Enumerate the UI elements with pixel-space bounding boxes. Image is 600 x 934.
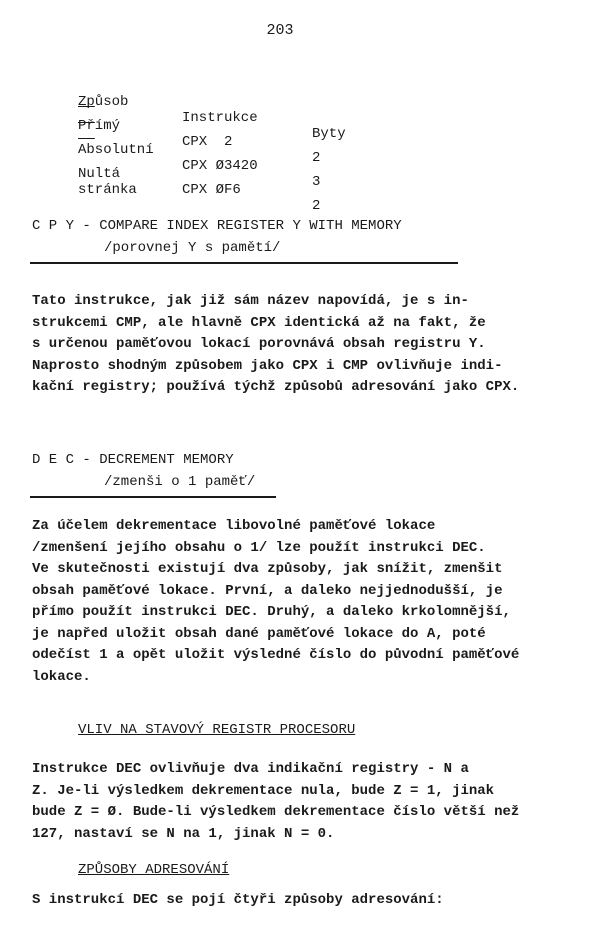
zpusoby-heading: ZPŮSOBY ADRESOVÁNÍ (78, 862, 230, 878)
col-header-instruction: Instrukce (182, 110, 258, 126)
table-cell: Přímý (78, 118, 121, 134)
dec-subtitle: /zmenši o 1 paměť/ (104, 474, 256, 490)
table-cell: CPX 2 (182, 134, 233, 150)
vliv-body: Instrukce DEC ovlivňuje dva indikační registry - N a Z. Je-li výsledkem dekrementace nula, bude Z = 1, jinak bude Z = Ø. Bude-li výsledkem dekrementace číslo větší než 127, nastaví se N na 1, jinak N = 0. (32, 761, 520, 842)
col-header-bytes: Byty (312, 126, 346, 142)
dec-divider (30, 496, 276, 498)
cpy-title: C P Y - COMPARE INDEX REGISTER Y WITH MEMORY (32, 218, 402, 234)
table-cell: Absolutní (78, 142, 154, 158)
zpusoby-body: S instrukcí DEC se pojí čtyři způsoby adresování: (32, 892, 444, 908)
vliv-heading: VLIV NA STAVOVÝ REGISTR PROCESORU (78, 722, 356, 738)
col-header-mode: Způsob (78, 94, 129, 110)
table-cell: Nultá stránka (78, 166, 137, 198)
cpy-body: Tato instrukce, jak již sám název napovídá, je s in- strukcemi CMP, ale hlavně CPX identická až na fakt, že s určenou paměťovou lokací porovnává obsah registru Y. Naprosto shodným způsobem jako CPX i CMP ovlivňuje indi- kační registry; používá týchž způsobů adresování jako CPX. (32, 293, 520, 395)
dec-title: D E C - DECREMENT MEMORY (32, 452, 234, 468)
table-cell: CPX ØF6 (182, 182, 241, 198)
dec-body: Za účelem dekrementace libovolné paměťové lokace /zmenšení jejího obsahu o 1/ lze použít instrukci DEC. Ve skutečnosti existují dva způsoby, jak snížit, zmenšit obsah paměťové lokace. První, a daleko nejjednodušší, je přímo použít instrukci DEC. Druhý, a daleko krkolomnější, je napřed uložit obsah dané paměťové lokace do A, poté odečíst 1 a opět uložit výsledné číslo do původní paměťové lokace. (32, 518, 520, 685)
table-cell: 2 (312, 198, 321, 214)
table-cell: 2 (312, 150, 321, 166)
page-number: 203 (266, 22, 294, 39)
cpy-subtitle: /porovnej Y s pamětí/ (104, 240, 281, 256)
table-cell: 3 (312, 174, 321, 190)
table-cell: CPX Ø3420 (182, 158, 258, 174)
cpy-divider (30, 262, 458, 264)
